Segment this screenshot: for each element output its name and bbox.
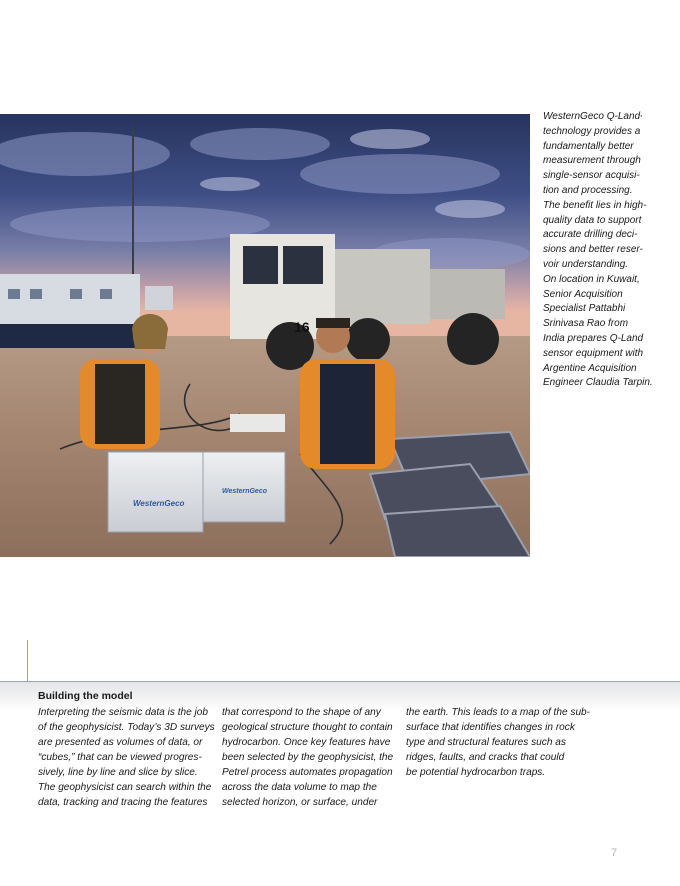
body-line: that correspond to the shape of any [222,707,381,718]
caption-line: measurement through [543,155,641,167]
truck-number: 16 [294,319,310,335]
caption-line: quality data to support [543,214,642,226]
caption-line: Argentine Acquisition [543,362,637,374]
box-logo-right: WesternGeco [222,488,267,495]
body-line: Interpreting the seismic data is the job [38,707,209,718]
caption-line: Srinivasa Rao from [543,318,629,330]
body-line: been selected by the geophysicist, the [222,752,394,763]
body-line: The geophysicist can search within the [38,782,212,793]
caption-line: India prepares Q-Land [543,332,644,344]
caption-line: tion and processing. [543,184,633,196]
caption-line: On location in Kuwait, [543,273,640,285]
body-line: “cubes,” that can be viewed progres- [38,752,202,763]
caption-line: Specialist Pattabhi [543,303,626,315]
field-photo-illustration [0,114,530,557]
body-line: sively, line by line and slice by slice. [38,767,198,778]
caption-line: Senior Acquisition [543,288,623,300]
section-title: Building the model [38,690,133,702]
body-line: of the geophysicist. Today’s 3D surveys [38,722,215,733]
body-line: data, tracking and tracing the features [38,797,208,808]
caption-brand: WesternGeco Q-Land [543,111,641,122]
caption-line: voir understanding. [543,258,629,270]
body-line: Petrel process automates propagation [222,767,393,778]
caption-line: technology provides a [543,125,641,137]
body-line: surface that identifies changes in rock [406,722,575,733]
body-line: geological structure thought to contain [222,722,393,733]
trademark-mark: * [640,115,643,121]
body-line: be potential hydrocarbon traps. [406,767,546,778]
caption-line: Engineer Claudia Tarpin. [543,377,653,389]
caption-line: fundamentally better [543,140,634,152]
caption-line: sensor equipment with [543,347,644,359]
section-divider [0,681,680,682]
caption-line: single-sensor acquisi- [543,170,640,182]
body-column-1 [38,705,216,810]
caption-line: sions and better reser- [543,244,643,256]
field-photo [0,114,530,557]
photo-caption [543,110,673,391]
body-line: across the data volume to map the [222,782,377,793]
caption-line: accurate drilling deci- [543,229,638,241]
body-line: are presented as volumes of data, or [38,737,203,748]
body-column-2 [222,705,400,810]
box-logo-left: WesternGeco [133,499,185,508]
body-line: hydrocarbon. Once key features have [222,737,391,748]
page-number: 7 [611,847,618,859]
body-line: selected horizon, or surface, under [222,797,378,808]
body-column-3 [406,705,591,780]
body-line: ridges, faults, and cracks that could [406,752,565,763]
body-line: type and structural features such as [406,737,566,748]
caption-line: The benefit lies in high- [543,199,647,211]
body-line: the earth. This leads to a map of the sub- [406,707,591,718]
